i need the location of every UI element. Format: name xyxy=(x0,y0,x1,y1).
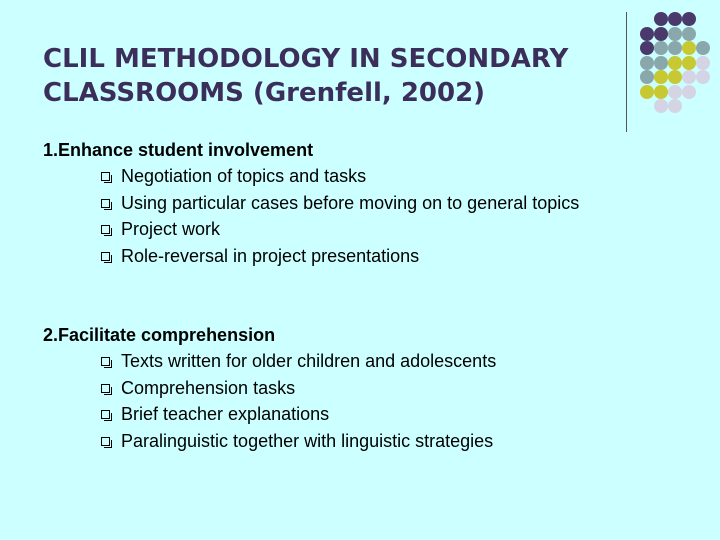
decorative-dot xyxy=(668,27,682,41)
list-item-text: Brief teacher explanations xyxy=(121,404,330,424)
decorative-dot xyxy=(654,27,668,41)
title-line-1: CLIL METHODOLOGY IN SECONDARY xyxy=(43,44,569,74)
decorative-dot xyxy=(696,56,710,70)
slide-title xyxy=(43,42,633,110)
decorative-dot xyxy=(640,41,654,55)
decorative-dot xyxy=(668,70,682,84)
decorative-dot xyxy=(640,56,654,70)
square-bullet-icon xyxy=(101,252,110,261)
decorative-dot xyxy=(682,56,696,70)
decorative-dot xyxy=(682,27,696,41)
square-bullet-icon xyxy=(101,410,110,419)
decorative-dot xyxy=(654,12,668,26)
section-involvement xyxy=(43,137,703,269)
decorative-dot xyxy=(668,12,682,26)
decorative-dot xyxy=(668,99,682,113)
square-bullet-icon xyxy=(101,437,110,446)
decorative-dot xyxy=(682,41,696,55)
list-item xyxy=(43,375,703,402)
decorative-dot xyxy=(640,70,654,84)
list-item-text: Texts written for older children and adolescents xyxy=(121,351,497,371)
section-heading: 1.Enhance student involvement xyxy=(43,140,314,160)
decorative-dot xyxy=(654,70,668,84)
square-bullet-icon xyxy=(101,172,110,181)
decorative-dot xyxy=(696,41,710,55)
decorative-dot xyxy=(682,70,696,84)
square-bullet-icon xyxy=(101,384,110,393)
list-item xyxy=(43,401,703,428)
list-item xyxy=(43,428,703,455)
list-item-text: Role-reversal in project presentations xyxy=(121,245,420,266)
list-item xyxy=(43,243,703,270)
square-bullet-icon xyxy=(101,225,110,234)
section-heading: 2.Facilitate comprehension xyxy=(43,325,276,345)
list-item-text: Comprehension tasks xyxy=(121,377,296,398)
decorative-dot xyxy=(668,85,682,99)
square-bullet-icon xyxy=(101,357,110,366)
decorative-dot xyxy=(640,85,654,99)
decorative-dot xyxy=(682,85,696,99)
decorative-dot xyxy=(668,41,682,55)
title-divider xyxy=(626,12,627,132)
list-item-text: Project work xyxy=(121,219,221,239)
decorative-dot xyxy=(668,56,682,70)
title-line-2: CLASSROOMS (Grenfell, 2002) xyxy=(43,78,486,108)
bullet-list xyxy=(43,348,703,454)
decorative-dot xyxy=(640,27,654,41)
bullet-list xyxy=(43,163,703,269)
list-item-text: Paralinguistic together with linguistic strategies xyxy=(121,430,494,451)
list-item xyxy=(43,216,703,243)
decorative-dot xyxy=(682,12,696,26)
list-item xyxy=(43,163,703,190)
decorative-dot xyxy=(654,56,668,70)
decorative-dot xyxy=(696,70,710,84)
square-bullet-icon xyxy=(101,199,110,208)
decorative-dot xyxy=(654,85,668,99)
list-item xyxy=(43,190,703,217)
list-item xyxy=(43,348,703,375)
section-comprehension xyxy=(43,322,703,454)
list-item-text: Using particular cases before moving on to general topics xyxy=(121,192,580,213)
decorative-dot xyxy=(654,41,668,55)
decorative-dot xyxy=(654,99,668,113)
list-item-text: Negotiation of topics and tasks xyxy=(121,166,367,186)
